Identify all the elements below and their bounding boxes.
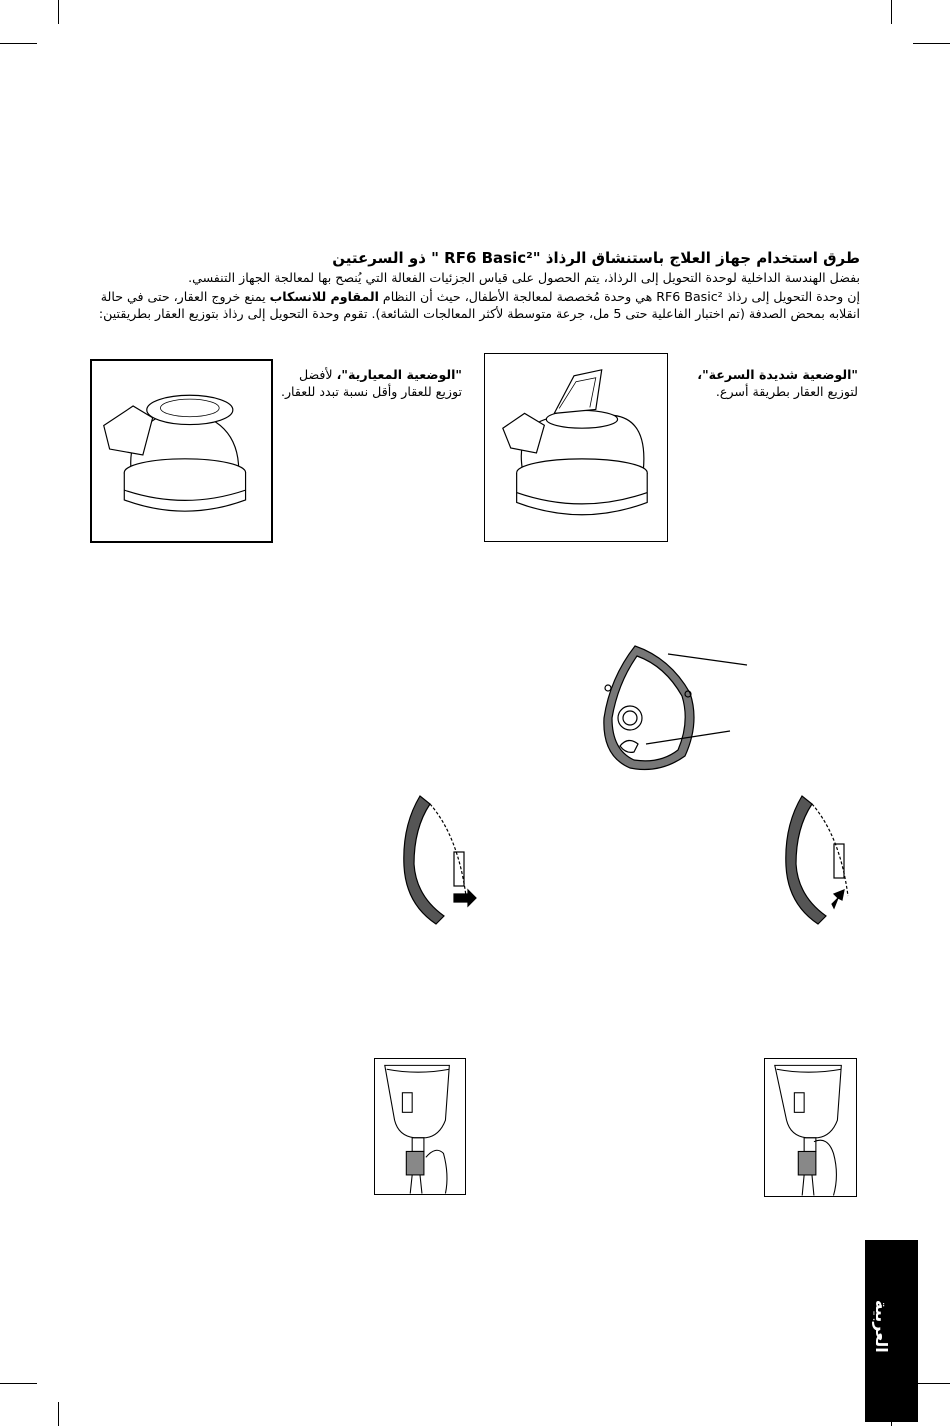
nebulizer-connection-figure-left: [374, 1058, 466, 1195]
standard-mode-caption: [276, 366, 462, 400]
section-title: طرق استخدام جهاز العلاج باستنشاق الرذاذ "RF6 Basic² " ذو السرعتين: [332, 249, 860, 267]
standard-mode-body: لأفضل توزيع للعقار وأقل نسبة تبدد للعقار.: [280, 367, 462, 399]
crop-mark: [913, 43, 950, 44]
fast-mode-body: لتوزيع العقار بطريقة أسرع.: [715, 384, 858, 399]
intro-paragraph: بفضل الهندسة الداخلية لوحدة التحويل إلى الرذاذ، يتم الحصول على قياس الجزئيات الفعالة التي يُنصح بها لمعالجة الجهاز التنفسي.: [188, 270, 860, 285]
standard-mode-figure: [90, 359, 273, 543]
crop-mark: [58, 0, 59, 24]
fast-mode-title: "الوضعية شديدة السرعة"،: [697, 367, 858, 382]
fast-mode-caption: [672, 366, 858, 400]
language-tab: [865, 1240, 918, 1422]
crop-mark: [891, 0, 892, 24]
standard-mode-title: "الوضعية المعيارية"،: [336, 367, 462, 382]
mask-side-view-left: [398, 786, 478, 931]
nebulizer-connection-figure-right: [764, 1058, 857, 1197]
crop-mark: [0, 1383, 37, 1384]
crop-mark: [58, 1402, 59, 1426]
description-text: يمنع خروج العقار، حتى في حالة انقلابه بمحض الصدفة (تم اختبار الفاعلية حتى 5 مل، جرعة متوسطة لأكثر المعالجات الشائعة). تقوم وحدة التحويل إلى رذاذ بتوزيع العقار بطريقتين:: [98, 289, 860, 321]
crop-mark: [913, 1383, 950, 1384]
mask-side-view-right: [780, 786, 860, 931]
description-bold-text: المقاوم للانسكاب: [269, 289, 379, 304]
description-paragraph: [90, 288, 860, 322]
crop-mark: [0, 43, 37, 44]
fast-mode-figure: [484, 353, 668, 542]
mask-illustration: [590, 638, 760, 778]
language-tab-label: العربية: [872, 1300, 891, 1353]
description-text: إن وحدة التحويل إلى رذاذ RF6 Basic² هي وحدة مُخصصة لمعالجة الأطفال، حيث أن النظام: [378, 289, 860, 304]
